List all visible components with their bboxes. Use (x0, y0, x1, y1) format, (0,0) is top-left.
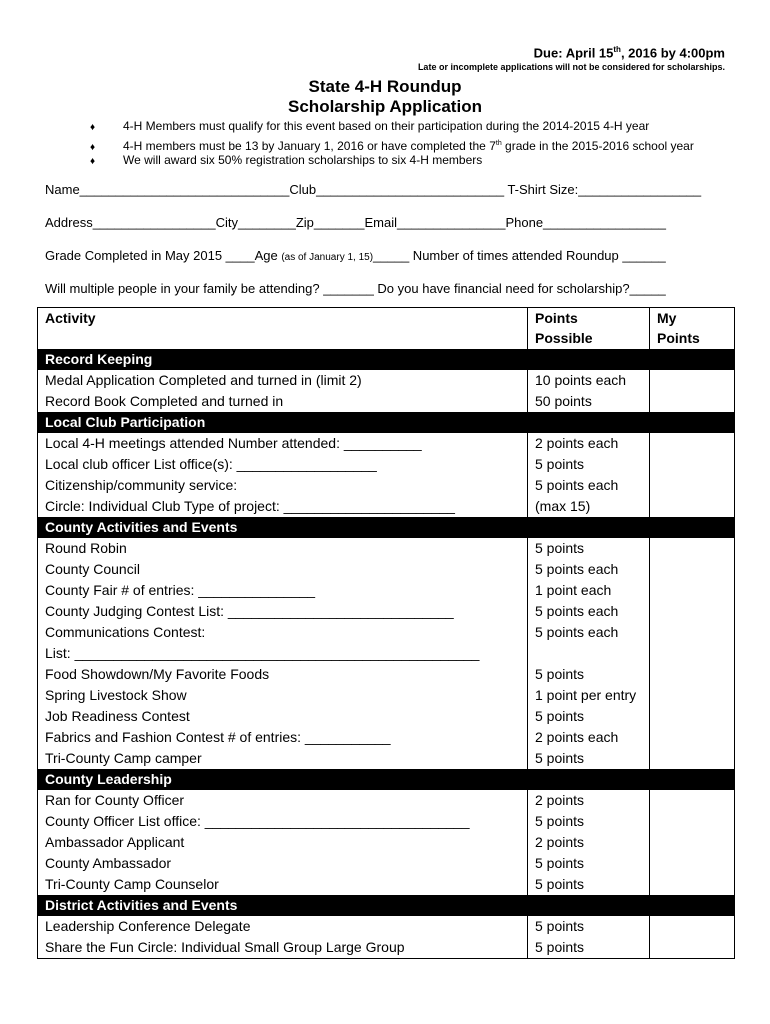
activity-cell: County Council (38, 559, 528, 580)
section-header-row (38, 517, 735, 538)
activity-cell: List: ____________________________________________________ (38, 643, 528, 664)
activity-cell: Spring Livestock Show (38, 685, 528, 706)
grade-age-line[interactable]: Grade Completed in May 2015 ____Age (as of January 1, 15)_____ Number of times attended Roundup ______ (45, 248, 666, 263)
points-possible-cell: 5 points (528, 538, 650, 559)
due-date (534, 45, 725, 60)
my-points-input[interactable] (650, 538, 735, 559)
table-row (38, 622, 735, 643)
points-possible-cell: 1 point per entry (528, 685, 650, 706)
points-possible-cell: 5 points (528, 937, 650, 959)
my-points-input[interactable] (650, 580, 735, 601)
points-possible-cell: 5 points (528, 748, 650, 769)
my-points-input[interactable] (650, 811, 735, 832)
points-possible-cell (528, 643, 650, 664)
activity-cell: County Ambassador (38, 853, 528, 874)
table-row (38, 559, 735, 580)
bullet-item: ♦ We will award six 50% registration scholarships to six 4-H members (90, 152, 694, 169)
activity-cell: Ran for County Officer (38, 790, 528, 811)
title-line-2: Scholarship Application (288, 97, 482, 116)
points-possible-cell: 50 points (528, 391, 650, 412)
activity-cell: Medal Application Completed and turned in (limit 2) (38, 370, 528, 391)
my-points-input[interactable] (650, 664, 735, 685)
activity-cell: Job Readiness Contest (38, 706, 528, 727)
my-points-input[interactable] (650, 874, 735, 895)
table-row (38, 832, 735, 853)
late-note: Late or incomplete applications will not be considered for scholarships. (417, 62, 725, 72)
my-points-input[interactable] (650, 937, 735, 959)
points-possible-cell: 2 points each (528, 433, 650, 454)
table-row (38, 937, 735, 959)
activity-cell: Circle: Individual Club Type of project: ______________________ (38, 496, 528, 517)
activity-cell: County Judging Contest List: _____________________________ (38, 601, 528, 622)
activity-header: Activity (38, 308, 528, 350)
activity-cell: Local club officer List office(s): __________________ (38, 454, 528, 475)
my-points-input[interactable] (650, 706, 735, 727)
section-header-row (38, 895, 735, 916)
section-title: District Activities and Events (38, 895, 735, 916)
points-possible-cell: 5 points (528, 853, 650, 874)
activity-cell: County Officer List office: __________________________________ (38, 811, 528, 832)
activity-cell: Record Book Completed and turned in (38, 391, 528, 412)
points-possible-cell: 5 points each (528, 601, 650, 622)
activity-cell: Tri-County Camp Counselor (38, 874, 528, 895)
address-contact-line[interactable]: Address_________________City________Zip_______Email_______________Phone_________________ (45, 215, 666, 230)
points-possible-cell: (max 15) (528, 496, 650, 517)
points-possible-cell: 1 point each (528, 580, 650, 601)
section-header-row (38, 412, 735, 433)
activity-cell: County Fair # of entries: _______________ (38, 580, 528, 601)
points-possible-cell: 5 points (528, 874, 650, 895)
table-row (38, 685, 735, 706)
my-points-input[interactable] (650, 391, 735, 412)
table-row (38, 475, 735, 496)
table-row (38, 727, 735, 748)
table-row (38, 370, 735, 391)
my-points-input[interactable] (650, 601, 735, 622)
my-points-input[interactable] (650, 370, 735, 391)
activity-cell: Local 4-H meetings attended Number attended: __________ (38, 433, 528, 454)
points-possible-cell: 5 points (528, 916, 650, 937)
eligibility-bullets (90, 118, 694, 169)
my-points-input[interactable] (650, 748, 735, 769)
my-points-input[interactable] (650, 832, 735, 853)
section-title: County Leadership (38, 769, 735, 790)
table-row (38, 391, 735, 412)
activity-cell: Round Robin (38, 538, 528, 559)
points-possible-cell: 2 points each (528, 727, 650, 748)
activity-cell: Tri-County Camp camper (38, 748, 528, 769)
table-row (38, 790, 735, 811)
activity-cell: Fabrics and Fashion Contest # of entries: ___________ (38, 727, 528, 748)
table-row (38, 811, 735, 832)
section-title: County Activities and Events (38, 517, 735, 538)
my-points-input[interactable] (650, 643, 735, 664)
activity-cell: Ambassador Applicant (38, 832, 528, 853)
points-possible-cell: 5 points each (528, 559, 650, 580)
name-club-shirt-line[interactable]: Name_____________________________Club__________________________ T-Shirt Size:_________________ (45, 182, 702, 197)
points-possible-cell: 5 points (528, 454, 650, 475)
activity-cell: Leadership Conference Delegate (38, 916, 528, 937)
due-date-suffix: , 2016 by 4:00pm (620, 45, 725, 61)
due-date-sup: th (613, 45, 621, 54)
points-possible-cell: 10 points each (528, 370, 650, 391)
activity-cell: Share the Fun Circle: Individual Small Group Large Group (38, 937, 528, 959)
diamond-bullet-icon: ♦ (90, 142, 96, 153)
my-points-header: My Points (650, 308, 735, 350)
my-points-input[interactable] (650, 790, 735, 811)
points-possible-cell: 5 points (528, 706, 650, 727)
my-points-input[interactable] (650, 727, 735, 748)
table-row (38, 496, 735, 517)
points-possible-cell: 5 points each (528, 475, 650, 496)
section-title: Record Keeping (38, 349, 735, 370)
activity-cell: Communications Contest: (38, 622, 528, 643)
bullet-item: ♦ 4-H members must be 13 by January 1, 2016 or have completed the 7th grade in the 2015-2016 school year (90, 135, 694, 152)
points-possible-cell: 5 points each (528, 622, 650, 643)
table-row (38, 643, 735, 664)
table-row (38, 454, 735, 475)
table-row (38, 580, 735, 601)
family-need-line[interactable]: Will multiple people in your family be attending? _______ Do you have financial need for scholarship?_____ (45, 281, 666, 296)
table-row (38, 433, 735, 454)
points-possible-cell: 2 points (528, 790, 650, 811)
table-row (38, 601, 735, 622)
table-header-row (38, 308, 735, 350)
table-row (38, 664, 735, 685)
due-date-text: Due: April 15 (533, 45, 614, 61)
section-header-row (38, 769, 735, 790)
activity-cell: Citizenship/community service: (38, 475, 528, 496)
my-points-input[interactable] (650, 853, 735, 874)
bullet-item: ♦ 4-H Members must qualify for this event based on their participation during the 2014-2015 4-H year (90, 118, 694, 135)
my-points-input[interactable] (650, 454, 735, 475)
my-points-input[interactable] (650, 622, 735, 643)
table-row (38, 538, 735, 559)
table-row (38, 748, 735, 769)
my-points-input[interactable] (650, 496, 735, 517)
points-possible-cell: 2 points (528, 832, 650, 853)
my-points-input[interactable] (650, 475, 735, 496)
section-title: Local Club Participation (38, 412, 735, 433)
table-row (38, 874, 735, 895)
page-title (0, 77, 770, 117)
my-points-input[interactable] (650, 433, 735, 454)
points-possible-cell: 5 points (528, 811, 650, 832)
points-table (37, 307, 735, 959)
diamond-bullet-icon: ♦ (90, 122, 96, 133)
my-points-input[interactable] (650, 685, 735, 706)
activity-cell: Food Showdown/My Favorite Foods (38, 664, 528, 685)
my-points-input[interactable] (650, 559, 735, 580)
points-possible-cell: 5 points (528, 664, 650, 685)
my-points-input[interactable] (650, 916, 735, 937)
section-header-row (38, 349, 735, 370)
diamond-bullet-icon: ♦ (90, 156, 96, 167)
points-possible-header: Points Possible (528, 308, 650, 350)
table-row (38, 706, 735, 727)
table-row (38, 916, 735, 937)
table-row (38, 853, 735, 874)
title-line-1: State 4-H Roundup (308, 77, 462, 96)
